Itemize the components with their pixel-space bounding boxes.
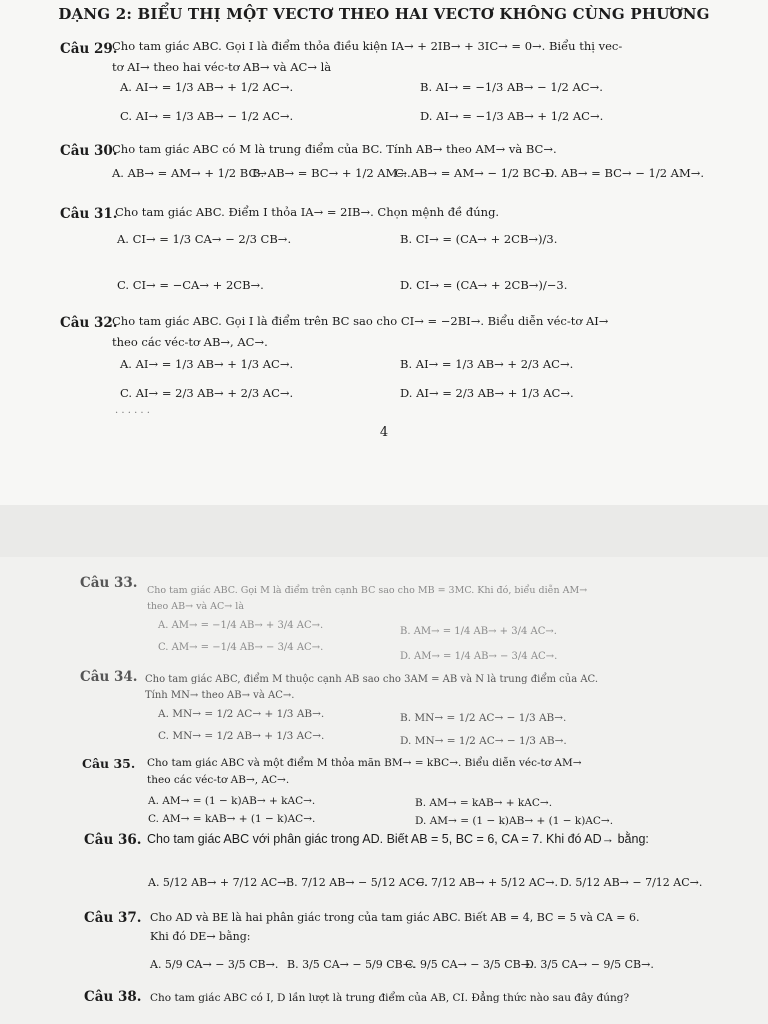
question-38-stem: Cho tam giác ABC có I, D lần lượt là trung điểm của AB, CI. Đẳng thức nào sau đây đúng? bbox=[150, 992, 630, 1004]
question-30-option-a[interactable]: A. AB→ = AM→ + 1/2 BC→. bbox=[112, 166, 271, 180]
question-33-option-a[interactable]: A. AM→ = −1/4 AB→ + 3/4 AC→. bbox=[158, 620, 324, 631]
question-36-number: Câu 36. bbox=[84, 832, 142, 848]
question-29-number: Câu 29. bbox=[60, 41, 118, 57]
question-34-stem: Cho tam giác ABC, điểm M thuộc cạnh AB sao cho 3AM = AB và N là trung điểm của AC. Tính MN→ theo AB→ và AC→. bbox=[145, 674, 599, 701]
question-31-number: Câu 31. bbox=[60, 206, 118, 222]
question-29-option-a[interactable]: A. AI→ = 1/3 AB→ + 1/2 AC→. bbox=[120, 80, 294, 94]
question-35-option-d[interactable]: D. AM→ = (1 − k)AB→ + (1 − k)AC→. bbox=[415, 815, 614, 827]
question-36-option-c[interactable]: C. 7/12 AB→ + 5/12 AC→. bbox=[416, 876, 558, 889]
question-34-option-c[interactable]: C. MN→ = 1/2 AB→ + 1/3 AC→. bbox=[158, 730, 325, 742]
question-32-option-b[interactable]: B. AI→ = 1/3 AB→ + 2/3 AC→. bbox=[400, 357, 574, 371]
question-30-option-c[interactable]: C. AB→ = AM→ − 1/2 BC→. bbox=[395, 166, 554, 180]
question-33-stem: Cho tam giác ABC. Gọi M là điểm trên cạnh BC sao cho MB = 3MC. Khi đó, biểu diễn AM→ theo AB→ và AC→ là bbox=[147, 585, 588, 612]
question-36-option-a[interactable]: A. 5/12 AB→ + 7/12 AC→. bbox=[148, 876, 290, 889]
page-number: 4 bbox=[379, 425, 389, 440]
question-34-number: Câu 34. bbox=[80, 669, 138, 685]
page-gap bbox=[0, 505, 768, 557]
section-title: DẠNG 2: BIỂU THỊ MỘT VECTƠ THEO HAI VECTƠ KHÔNG CÙNG PHƯƠNG bbox=[58, 5, 710, 23]
question-33-option-c[interactable]: C. AM→ = −1/4 AB→ − 3/4 AC→. bbox=[158, 642, 324, 653]
question-36-stem: Cho tam giác ABC với phân giác trong AD. Biết AB = 5, BC = 6, CA = 7. Khi đó AD→ bằng: bbox=[147, 832, 649, 846]
question-35-option-a[interactable]: A. AM→ = (1 − k)AB→ + kAC→. bbox=[148, 795, 316, 807]
question-37-option-a[interactable]: A. 5/9 CA→ − 3/5 CB→. bbox=[150, 958, 279, 971]
question-31-stem: Cho tam giác ABC. Điểm I thỏa IA→ = 2IB→. Chọn mệnh đề đúng. bbox=[115, 205, 500, 219]
question-38-number: Câu 38. bbox=[84, 989, 142, 1005]
question-34-option-b[interactable]: B. MN→ = 1/2 AC→ − 1/3 AB→. bbox=[400, 712, 567, 724]
question-35-stem: Cho tam giác ABC và một điểm M thỏa mãn BM→ = kBC→. Biểu diễn véc-tơ AM→ theo các véc-tơ AB→, AC→. bbox=[147, 757, 582, 786]
question-33-option-b[interactable]: B. AM→ = 1/4 AB→ + 3/4 AC→. bbox=[400, 626, 557, 637]
question-29-stem: Cho tam giác ABC. Gọi I là điểm thỏa điều kiện IA→ + 2IB→ + 3IC→ = 0→. Biểu thị vec-tơ AI→ theo hai véc-tơ AB→ và AC→ là bbox=[112, 39, 623, 74]
question-32-option-c[interactable]: C. AI→ = 2/3 AB→ + 2/3 AC→. bbox=[120, 386, 294, 400]
question-31-option-a[interactable]: A. CI→ = 1/3 CA→ − 2/3 CB→. bbox=[117, 232, 292, 246]
question-32-stem: Cho tam giác ABC. Gọi I là điểm trên BC sao cho CI→ = −2BI→. Biểu diễn véc-tơ AI→ theo các véc-tơ AB→, AC→. bbox=[112, 314, 609, 349]
question-32-number: Câu 32. bbox=[60, 315, 118, 331]
question-36-option-b[interactable]: B. 7/12 AB→ − 5/12 AC→. bbox=[286, 876, 429, 889]
question-37-option-b[interactable]: B. 3/5 CA→ − 5/9 CB→. bbox=[287, 958, 416, 971]
question-29-option-d[interactable]: D. AI→ = −1/3 AB→ + 1/2 AC→. bbox=[420, 109, 604, 123]
question-30-option-b[interactable]: B. AB→ = BC→ + 1/2 AM→. bbox=[252, 166, 411, 180]
question-35-number: Câu 35. bbox=[82, 756, 136, 771]
question-31-option-c[interactable]: C. CI→ = −CA→ + 2CB→. bbox=[117, 278, 264, 292]
question-32-option-a[interactable]: A. AI→ = 1/3 AB→ + 1/3 AC→. bbox=[120, 357, 294, 371]
question-35-option-c[interactable]: C. AM→ = kAB→ + (1 − k)AC→. bbox=[148, 813, 316, 825]
question-34-option-d[interactable]: D. MN→ = 1/2 AC→ − 1/3 AB→. bbox=[400, 735, 567, 747]
question-33-number: Câu 33. bbox=[80, 575, 138, 591]
question-36-option-d[interactable]: D. 5/12 AB→ − 7/12 AC→. bbox=[560, 876, 703, 889]
question-31-option-b[interactable]: B. CI→ = (CA→ + 2CB→)/3. bbox=[400, 232, 558, 246]
question-30-option-d[interactable]: D. AB→ = BC→ − 1/2 AM→. bbox=[545, 166, 705, 180]
question-37-number: Câu 37. bbox=[84, 910, 142, 926]
question-31-option-d[interactable]: D. CI→ = (CA→ + 2CB→)/−3. bbox=[400, 278, 568, 292]
question-33-option-d[interactable]: D. AM→ = 1/4 AB→ − 3/4 AC→. bbox=[400, 651, 558, 662]
separator-dots: . . . . . . bbox=[115, 405, 150, 416]
question-34-option-a[interactable]: A. MN→ = 1/2 AC→ + 1/3 AB→. bbox=[158, 708, 325, 720]
question-29-option-c[interactable]: C. AI→ = 1/3 AB→ − 1/2 AC→. bbox=[120, 109, 294, 123]
question-37-option-c[interactable]: C. 9/5 CA→ − 3/5 CB→. bbox=[405, 958, 534, 971]
question-29-option-b[interactable]: B. AI→ = −1/3 AB→ − 1/2 AC→. bbox=[420, 80, 603, 94]
page-5 bbox=[0, 557, 768, 1024]
question-30-stem: Cho tam giác ABC có M là trung điểm của BC. Tính AB→ theo AM→ và BC→. bbox=[112, 142, 557, 156]
question-35-option-b[interactable]: B. AM→ = kAB→ + kAC→. bbox=[415, 797, 553, 809]
question-37-stem: Cho AD và BE là hai phân giác trong của tam giác ABC. Biết AB = 4, BC = 5 và CA = 6. Khi đó DE→ bằng: bbox=[150, 911, 640, 943]
question-37-option-d[interactable]: D. 3/5 CA→ − 9/5 CB→. bbox=[525, 958, 654, 971]
question-30-number: Câu 30. bbox=[60, 143, 118, 159]
question-32-option-d[interactable]: D. AI→ = 2/3 AB→ + 1/3 AC→. bbox=[400, 386, 574, 400]
